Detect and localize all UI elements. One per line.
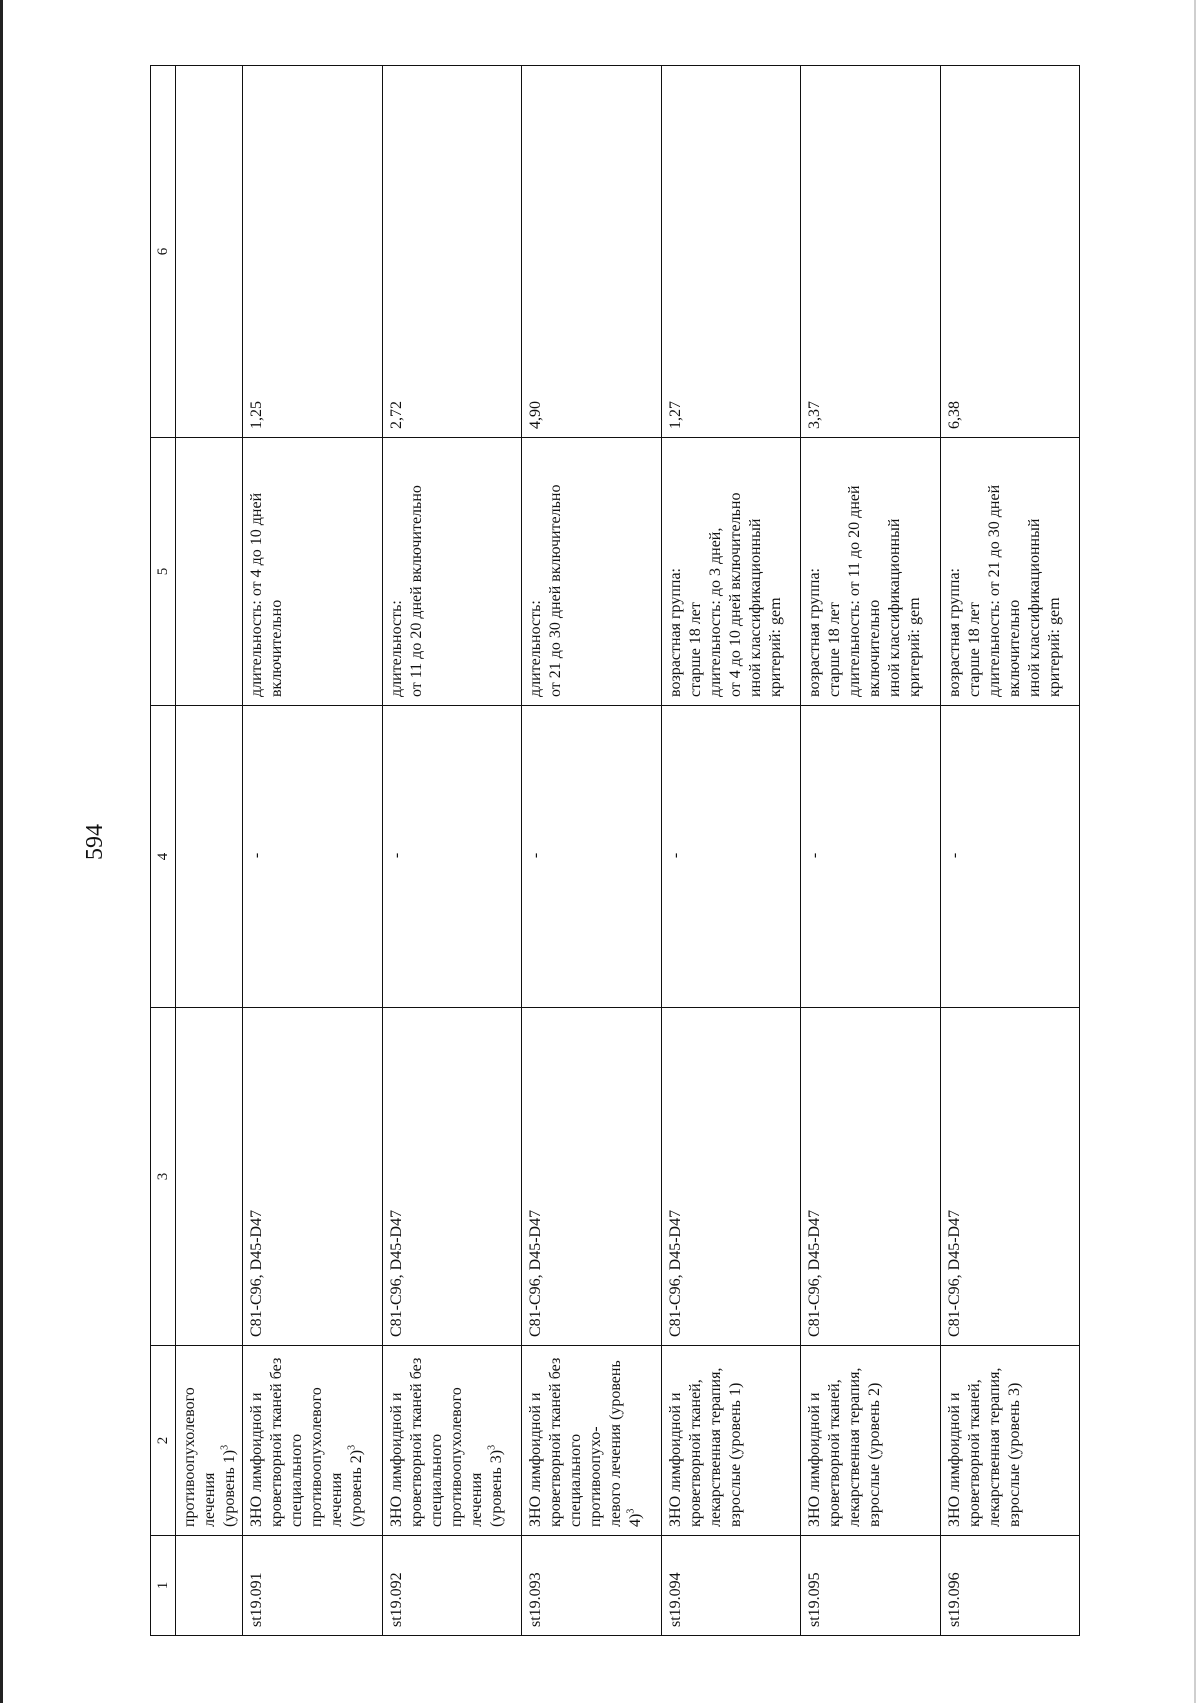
row-criteria — [940, 438, 1080, 706]
footnote-mark: 3 — [625, 1508, 637, 1514]
table-row-st19-091 — [243, 66, 383, 1636]
row-coef — [382, 66, 522, 438]
row-coef-text: 3,37 — [806, 401, 823, 429]
row-coef — [176, 66, 243, 438]
row-icd — [522, 1008, 662, 1346]
row-icd-text: C81-C96, D45-D47 — [666, 1209, 684, 1337]
row-coef — [522, 66, 662, 438]
row-name — [522, 1346, 662, 1536]
row-name — [940, 1346, 1080, 1536]
row-name-text: ЗНО лимфоидной и кроветворной тканей, лекарственная терапия, взрослые (уровень 3) — [945, 1367, 1023, 1527]
table-row-st19-095 — [801, 66, 941, 1636]
row-criteria — [522, 438, 662, 706]
row-name-text: ЗНО лимфоидной и кроветворной тканей, лекарственная терапия, взрослые (уровень 2) — [806, 1367, 883, 1527]
row-name — [382, 1346, 522, 1536]
row-param4 — [176, 706, 243, 1008]
row-code-text: st19.093 — [527, 1572, 544, 1627]
row-icd — [801, 1008, 941, 1346]
row-icd — [382, 1008, 522, 1346]
header-row — [151, 66, 176, 1636]
page-number: 594 — [82, 824, 108, 860]
row-criteria — [801, 438, 941, 706]
scan-edge-right — [1194, 0, 1196, 1703]
row-name-text: противоопухолевого лечения (уровень 1) — [181, 1387, 238, 1527]
row-code — [801, 1536, 941, 1636]
row-criteria-text: длительность: от 21 до 30 дней включительно — [527, 484, 564, 697]
table-row-continuation — [176, 66, 243, 1636]
row-code-text: st19.094 — [666, 1572, 684, 1627]
table-row-st19-094 — [661, 66, 801, 1636]
row-icd — [176, 1008, 243, 1346]
row-code — [940, 1536, 1080, 1636]
row-name-text: ЗНО лимфоидной и кроветворной тканей без специального противоопухолевого лечения (уровень 3) — [387, 1357, 505, 1527]
row-code-text: st19.095 — [806, 1572, 823, 1627]
header-col-4: 4 — [151, 706, 176, 1008]
row-coef-text: 6,38 — [945, 401, 963, 429]
header-col-5: 5 — [151, 438, 176, 706]
row-param4-text: - — [248, 852, 265, 859]
row-code — [243, 1536, 383, 1636]
row-code — [522, 1536, 662, 1636]
header-col-1: 1 — [151, 1536, 176, 1636]
table-row-st19-093 — [522, 66, 662, 1636]
row-criteria-text: возрастная группа: старше 18 лет длительность: от 11 до 20 дней включительно иной классификационный критерий: gem — [806, 485, 923, 697]
row-name — [661, 1346, 801, 1536]
row-criteria — [243, 438, 383, 706]
row-criteria-text: длительность: от 4 до 10 дней включительно — [248, 492, 285, 697]
row-coef-text: 4,90 — [527, 401, 544, 429]
tariff-table — [150, 65, 1080, 1636]
row-param4-text: - — [527, 852, 544, 859]
row-coef-text: 1,27 — [666, 401, 684, 429]
row-icd — [243, 1008, 383, 1346]
row-name-text: ЗНО лимфоидной и кроветворной тканей без специального противоопухолевого лечения (уровень 2) — [248, 1357, 365, 1527]
row-param4 — [382, 706, 522, 1008]
row-coef-text: 1,25 — [248, 401, 265, 429]
row-icd-text: C81-C96, D45-D47 — [527, 1209, 544, 1337]
table-row-st19-092 — [382, 66, 522, 1636]
row-code-text: st19.091 — [248, 1572, 265, 1627]
row-coef — [801, 66, 941, 438]
row-code-text: st19.092 — [387, 1572, 405, 1627]
table-row-st19-096 — [940, 66, 1080, 1636]
row-param4 — [801, 706, 941, 1008]
row-param4-text: - — [806, 852, 823, 859]
row-icd-text: C81-C96, D45-D47 — [248, 1209, 265, 1337]
row-coef — [661, 66, 801, 438]
row-param4 — [243, 706, 383, 1008]
row-name-text: ЗНО лимфоидной и кроветворной тканей, лекарственная терапия, взрослые (уровень 1) — [666, 1367, 744, 1527]
row-code — [661, 1536, 801, 1636]
header-col-2: 2 — [151, 1346, 176, 1536]
row-icd-text: C81-C96, D45-D47 — [387, 1209, 405, 1337]
row-code — [176, 1536, 243, 1636]
header-col-6: 6 — [151, 66, 176, 438]
row-icd — [661, 1008, 801, 1346]
header-col-3: 3 — [151, 1008, 176, 1346]
row-param4-text: - — [945, 852, 963, 859]
table-container — [150, 66, 1080, 1636]
row-criteria — [661, 438, 801, 706]
row-param4-text: - — [666, 852, 684, 859]
row-code — [382, 1536, 522, 1636]
row-criteria-text: возрастная группа: старше 18 лет длительность: до 3 дней, от 4 до 10 дней включительно иной классификационный критерий: gem — [666, 492, 784, 697]
row-param4 — [661, 706, 801, 1008]
row-coef — [940, 66, 1080, 438]
row-param4 — [940, 706, 1080, 1008]
row-icd-text: C81-C96, D45-D47 — [945, 1209, 963, 1337]
row-coef-text: 2,72 — [387, 401, 405, 429]
row-icd — [940, 1008, 1080, 1346]
row-name — [801, 1346, 941, 1536]
row-criteria — [382, 438, 522, 706]
row-name — [243, 1346, 383, 1536]
row-param4 — [522, 706, 662, 1008]
row-criteria — [176, 438, 243, 706]
row-coef — [243, 66, 383, 438]
row-criteria-text: возрастная группа: старше 18 лет длительность: от 21 до 30 дней включительно иной классификационный критерий: gem — [945, 484, 1063, 697]
footnote-mark: 3 — [219, 1444, 231, 1450]
footnote-mark: 3 — [486, 1444, 498, 1450]
row-icd-text: C81-C96, D45-D47 — [806, 1209, 823, 1337]
row-param4-text: - — [387, 852, 405, 859]
row-name — [176, 1346, 243, 1536]
footnote-mark: 3 — [346, 1444, 358, 1450]
row-criteria-text: длительность: от 11 до 20 дней включительно — [387, 485, 425, 697]
scan-edge-left — [0, 0, 3, 1703]
row-name-text: ЗНО лимфоидной и кроветворной тканей без специального противоопухо- левого лечения (уровень 4) — [527, 1357, 644, 1527]
row-code-text: st19.096 — [945, 1572, 963, 1627]
